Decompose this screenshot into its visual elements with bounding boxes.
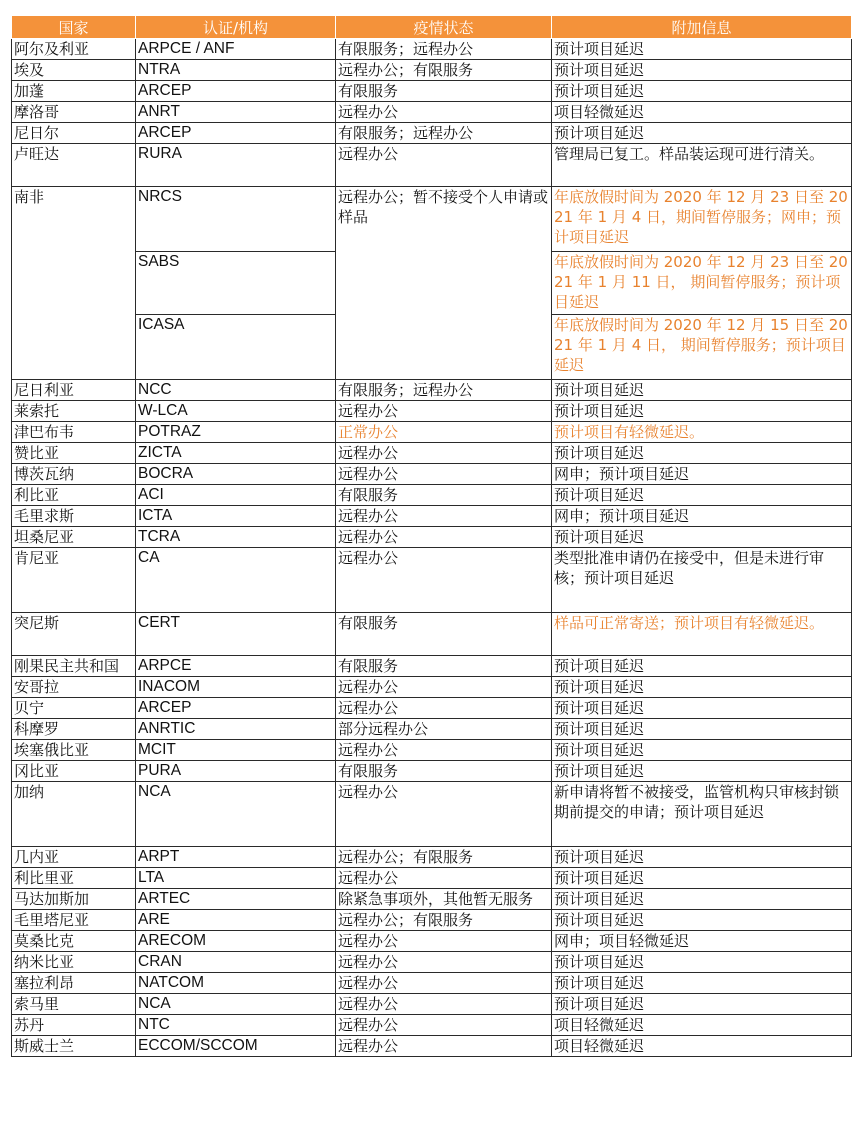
info-cell: 预计项目延迟 bbox=[552, 847, 852, 868]
country-cell: 阿尔及利亚 bbox=[12, 39, 136, 60]
status-cell: 远程办公 bbox=[336, 548, 552, 613]
agency-cell: POTRAZ bbox=[136, 422, 336, 443]
agency-cell: LTA bbox=[136, 868, 336, 889]
table-row bbox=[12, 847, 852, 868]
table-row bbox=[12, 868, 852, 889]
info-cell: 预计项目延迟 bbox=[552, 527, 852, 548]
country-cell: 埃塞俄比亚 bbox=[12, 740, 136, 761]
agency-cell: CERT bbox=[136, 613, 336, 656]
table-row bbox=[12, 401, 852, 422]
status-cell: 远程办公 bbox=[336, 1015, 552, 1036]
table-row bbox=[12, 1036, 852, 1057]
agency-cell: ARPT bbox=[136, 847, 336, 868]
country-cell: 几内亚 bbox=[12, 847, 136, 868]
table-row bbox=[12, 506, 852, 527]
status-cell: 有限服务；远程办公 bbox=[336, 380, 552, 401]
country-cell: 莫桑比克 bbox=[12, 931, 136, 952]
country-cell: 安哥拉 bbox=[12, 677, 136, 698]
status-cell: 远程办公 bbox=[336, 144, 552, 187]
table-row bbox=[12, 973, 852, 994]
agency-cell: ARCEP bbox=[136, 123, 336, 144]
agency-cell: ARPCE bbox=[136, 656, 336, 677]
agency-cell: NCC bbox=[136, 380, 336, 401]
status-cell: 有限服务 bbox=[336, 761, 552, 782]
agency-cell: ACI bbox=[136, 485, 336, 506]
document-page bbox=[11, 15, 851, 1057]
country-cell: 苏丹 bbox=[12, 1015, 136, 1036]
table-row bbox=[12, 994, 852, 1015]
info-cell: 网申；预计项目延迟 bbox=[552, 506, 852, 527]
status-cell: 远程办公 bbox=[336, 527, 552, 548]
agency-cell: NRCS bbox=[136, 187, 336, 252]
country-cell: 津巴布韦 bbox=[12, 422, 136, 443]
info-cell: 预计项目延迟 bbox=[552, 740, 852, 761]
header-country: 国家 bbox=[12, 16, 136, 39]
info-cell: 预计项目延迟 bbox=[552, 868, 852, 889]
info-cell: 新申请将暂不被接受，监管机构只审核封锁期前提交的申请；预计项目延迟 bbox=[552, 782, 852, 847]
status-cell: 有限服务 bbox=[336, 81, 552, 102]
agency-cell: ANRTIC bbox=[136, 719, 336, 740]
country-cell: 科摩罗 bbox=[12, 719, 136, 740]
info-cell: 预计项目延迟 bbox=[552, 485, 852, 506]
country-cell: 利比亚 bbox=[12, 485, 136, 506]
table-row bbox=[12, 740, 852, 761]
info-cell: 预计项目延迟 bbox=[552, 677, 852, 698]
table-row bbox=[12, 677, 852, 698]
country-cell: 斯威士兰 bbox=[12, 1036, 136, 1057]
agency-cell: MCIT bbox=[136, 740, 336, 761]
agency-cell: ARECOM bbox=[136, 931, 336, 952]
agency-cell: ANRT bbox=[136, 102, 336, 123]
africa-certification-status-table bbox=[11, 15, 852, 1057]
country-cell: 南非 bbox=[12, 187, 136, 380]
country-cell: 肯尼亚 bbox=[12, 548, 136, 613]
status-cell: 有限服务 bbox=[336, 613, 552, 656]
agency-cell: W-LCA bbox=[136, 401, 336, 422]
country-cell: 纳米比亚 bbox=[12, 952, 136, 973]
table-row bbox=[12, 102, 852, 123]
table-row bbox=[12, 464, 852, 485]
table-row bbox=[12, 123, 852, 144]
country-cell: 毛里求斯 bbox=[12, 506, 136, 527]
status-cell: 远程办公；有限服务 bbox=[336, 910, 552, 931]
agency-cell: NTRA bbox=[136, 60, 336, 81]
country-cell: 贝宁 bbox=[12, 698, 136, 719]
country-cell: 尼日利亚 bbox=[12, 380, 136, 401]
info-cell: 项目轻微延迟 bbox=[552, 1015, 852, 1036]
table-row bbox=[12, 613, 852, 656]
status-cell: 远程办公 bbox=[336, 401, 552, 422]
status-cell: 远程办公 bbox=[336, 868, 552, 889]
agency-cell: ARCEP bbox=[136, 698, 336, 719]
info-cell: 预计项目延迟 bbox=[552, 401, 852, 422]
status-cell: 部分远程办公 bbox=[336, 719, 552, 740]
info-cell: 网申；预计项目延迟 bbox=[552, 464, 852, 485]
table-row bbox=[12, 527, 852, 548]
agency-cell: NTC bbox=[136, 1015, 336, 1036]
info-cell: 预计项目有轻微延迟。 bbox=[552, 422, 852, 443]
status-cell: 远程办公 bbox=[336, 994, 552, 1015]
info-cell: 年底放假时间为 2020 年 12 月 23 日至 2021 年 1 月 4 日，期间暂停服务；网申；预计项目延迟 bbox=[552, 187, 852, 252]
table-row bbox=[12, 81, 852, 102]
info-cell: 预计项目延迟 bbox=[552, 761, 852, 782]
info-cell: 年底放假时间为 2020 年 12 月 15 日至 2021 年 1 月 4 日， 期间暂停服务；预计项目延迟 bbox=[552, 315, 852, 380]
status-cell: 远程办公 bbox=[336, 102, 552, 123]
agency-cell: CRAN bbox=[136, 952, 336, 973]
header-info: 附加信息 bbox=[552, 16, 852, 39]
info-cell: 预计项目延迟 bbox=[552, 443, 852, 464]
agency-cell: ICTA bbox=[136, 506, 336, 527]
table-row bbox=[12, 443, 852, 464]
status-cell: 有限服务 bbox=[336, 656, 552, 677]
info-cell: 网申；项目轻微延迟 bbox=[552, 931, 852, 952]
country-cell: 莱索托 bbox=[12, 401, 136, 422]
header-agency: 认证/机构 bbox=[136, 16, 336, 39]
table-row bbox=[12, 1015, 852, 1036]
info-cell: 预计项目延迟 bbox=[552, 60, 852, 81]
info-cell: 预计项目延迟 bbox=[552, 656, 852, 677]
info-cell: 预计项目延迟 bbox=[552, 952, 852, 973]
info-cell: 预计项目延迟 bbox=[552, 81, 852, 102]
table-row bbox=[12, 144, 852, 187]
agency-cell: CA bbox=[136, 548, 336, 613]
agency-cell: ZICTA bbox=[136, 443, 336, 464]
info-cell: 预计项目延迟 bbox=[552, 39, 852, 60]
country-cell: 尼日尔 bbox=[12, 123, 136, 144]
status-cell: 有限服务 bbox=[336, 485, 552, 506]
status-cell: 除紧急事项外，其他暂无服务 bbox=[336, 889, 552, 910]
table-row bbox=[12, 931, 852, 952]
status-cell: 远程办公；有限服务 bbox=[336, 847, 552, 868]
table-row bbox=[12, 952, 852, 973]
country-cell: 刚果民主共和国 bbox=[12, 656, 136, 677]
status-cell: 远程办公 bbox=[336, 782, 552, 847]
status-cell: 远程办公 bbox=[336, 973, 552, 994]
table-row bbox=[12, 187, 852, 252]
table-row bbox=[12, 782, 852, 847]
country-cell: 坦桑尼亚 bbox=[12, 527, 136, 548]
status-cell: 远程办公 bbox=[336, 506, 552, 527]
info-cell: 预计项目延迟 bbox=[552, 698, 852, 719]
info-cell: 年底放假时间为 2020 年 12 月 23 日至 2021 年 1 月 11 日， 期间暂停服务；预计项目延迟 bbox=[552, 252, 852, 315]
country-cell: 利比里亚 bbox=[12, 868, 136, 889]
country-cell: 马达加斯加 bbox=[12, 889, 136, 910]
info-cell: 预计项目延迟 bbox=[552, 123, 852, 144]
header-status: 疫情状态 bbox=[336, 16, 552, 39]
table-row bbox=[12, 719, 852, 740]
status-cell: 远程办公；有限服务 bbox=[336, 60, 552, 81]
agency-cell: BOCRA bbox=[136, 464, 336, 485]
table-row bbox=[12, 422, 852, 443]
table-row bbox=[12, 485, 852, 506]
country-cell: 突尼斯 bbox=[12, 613, 136, 656]
agency-cell: ARTEC bbox=[136, 889, 336, 910]
country-cell: 毛里塔尼亚 bbox=[12, 910, 136, 931]
country-cell: 赞比亚 bbox=[12, 443, 136, 464]
table-row bbox=[12, 39, 852, 60]
agency-cell: ECCOM/SCCOM bbox=[136, 1036, 336, 1057]
status-cell: 有限服务；远程办公 bbox=[336, 123, 552, 144]
country-cell: 冈比亚 bbox=[12, 761, 136, 782]
status-cell: 远程办公 bbox=[336, 677, 552, 698]
table-body bbox=[12, 39, 852, 1057]
agency-cell: PURA bbox=[136, 761, 336, 782]
status-cell: 远程办公 bbox=[336, 931, 552, 952]
status-cell: 远程办公 bbox=[336, 1036, 552, 1057]
info-cell: 项目轻微延迟 bbox=[552, 1036, 852, 1057]
status-cell: 远程办公 bbox=[336, 740, 552, 761]
table-row bbox=[12, 60, 852, 81]
info-cell: 预计项目延迟 bbox=[552, 380, 852, 401]
table-row bbox=[12, 698, 852, 719]
country-cell: 加纳 bbox=[12, 782, 136, 847]
country-cell: 索马里 bbox=[12, 994, 136, 1015]
table-row bbox=[12, 889, 852, 910]
agency-cell: ARPCE / ANF bbox=[136, 39, 336, 60]
status-cell: 有限服务；远程办公 bbox=[336, 39, 552, 60]
info-cell: 预计项目延迟 bbox=[552, 910, 852, 931]
info-cell: 类型批准申请仍在接受中，但是未进行审核；预计项目延迟 bbox=[552, 548, 852, 613]
agency-cell: NATCOM bbox=[136, 973, 336, 994]
info-cell: 预计项目延迟 bbox=[552, 994, 852, 1015]
table-row bbox=[12, 761, 852, 782]
status-cell: 正常办公 bbox=[336, 422, 552, 443]
table-row bbox=[12, 656, 852, 677]
info-cell: 预计项目延迟 bbox=[552, 973, 852, 994]
table-row bbox=[12, 910, 852, 931]
country-cell: 博茨瓦纳 bbox=[12, 464, 136, 485]
info-cell: 样品可正常寄送；预计项目有轻微延迟。 bbox=[552, 613, 852, 656]
agency-cell: NCA bbox=[136, 994, 336, 1015]
country-cell: 卢旺达 bbox=[12, 144, 136, 187]
status-cell: 远程办公 bbox=[336, 698, 552, 719]
country-cell: 摩洛哥 bbox=[12, 102, 136, 123]
agency-cell: TCRA bbox=[136, 527, 336, 548]
status-cell: 远程办公；暂不接受个人申请或样品 bbox=[336, 187, 552, 380]
agency-cell: ARCEP bbox=[136, 81, 336, 102]
agency-cell: ICASA bbox=[136, 315, 336, 380]
status-cell: 远程办公 bbox=[336, 952, 552, 973]
info-cell: 项目轻微延迟 bbox=[552, 102, 852, 123]
country-cell: 埃及 bbox=[12, 60, 136, 81]
agency-cell: SABS bbox=[136, 252, 336, 315]
info-cell: 预计项目延迟 bbox=[552, 889, 852, 910]
info-cell: 管理局已复工。样品装运现可进行清关。 bbox=[552, 144, 852, 187]
agency-cell: NCA bbox=[136, 782, 336, 847]
agency-cell: INACOM bbox=[136, 677, 336, 698]
table-row bbox=[12, 380, 852, 401]
agency-cell: ARE bbox=[136, 910, 336, 931]
status-cell: 远程办公 bbox=[336, 464, 552, 485]
table-row bbox=[12, 548, 852, 613]
table-header-row bbox=[12, 16, 852, 39]
country-cell: 加蓬 bbox=[12, 81, 136, 102]
status-cell: 远程办公 bbox=[336, 443, 552, 464]
agency-cell: RURA bbox=[136, 144, 336, 187]
country-cell: 塞拉利昂 bbox=[12, 973, 136, 994]
info-cell: 预计项目延迟 bbox=[552, 719, 852, 740]
